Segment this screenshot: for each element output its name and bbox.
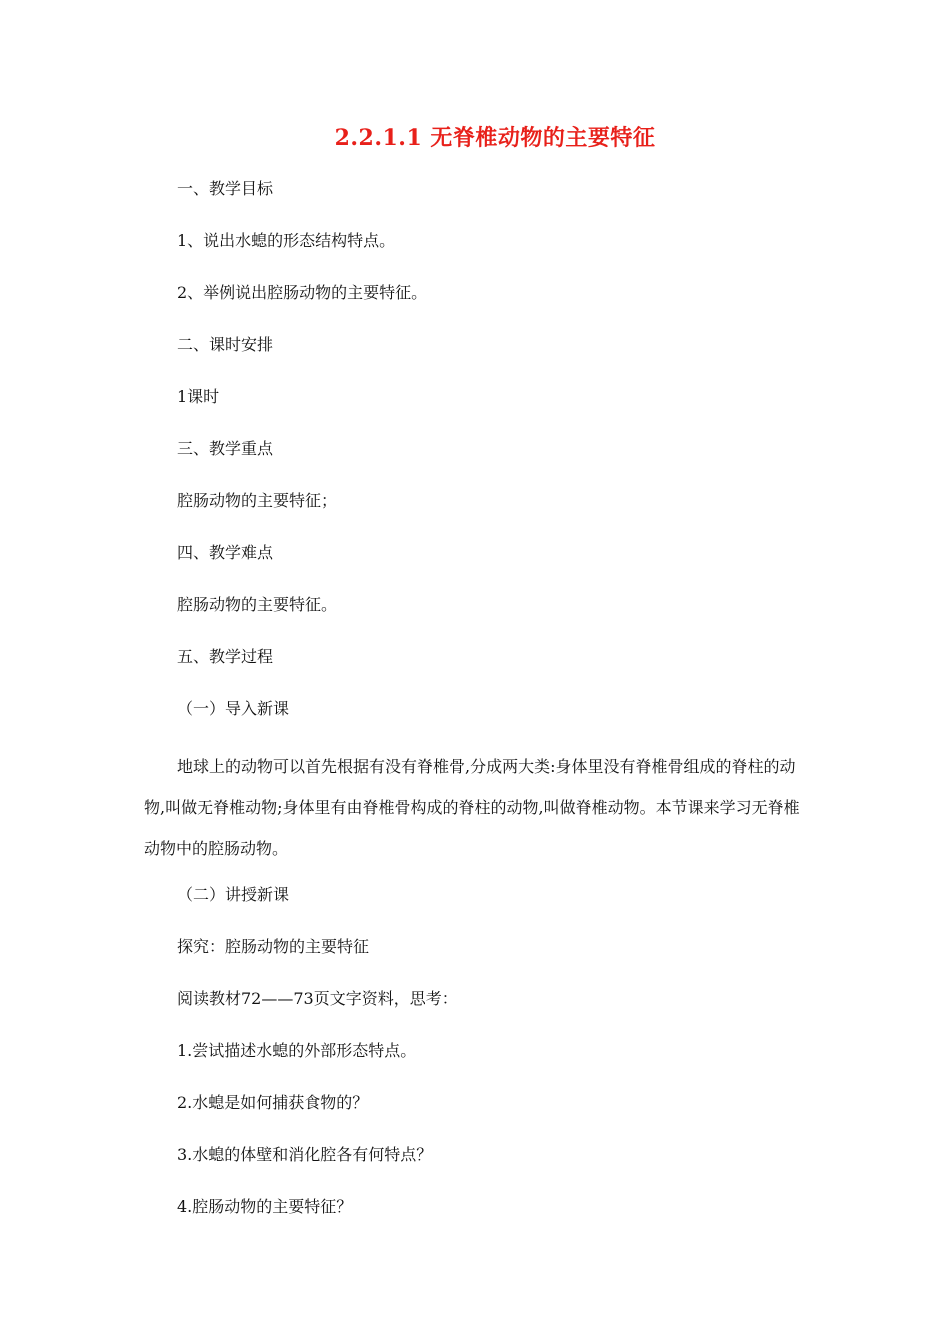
subsection-heading-introduction: （一）导入新课	[177, 699, 290, 718]
question-1: 1.尝试描述水螅的外部形态特点。	[177, 1041, 417, 1060]
reading-instruction: 阅读教材72——73页文字资料，思考：	[177, 989, 458, 1008]
section-heading-objectives: 一、教学目标	[177, 179, 274, 198]
section-heading-key-points: 三、教学重点	[177, 439, 274, 458]
difficulties-text: 腔肠动物的主要特征。	[177, 595, 338, 614]
schedule-text: 1课时	[177, 387, 220, 406]
key-points-text: 腔肠动物的主要特征；	[177, 491, 338, 510]
document-title: 2.2.1.1 无脊椎动物的主要特征	[334, 125, 656, 151]
question-2: 2.水螅是如何捕获食物的？	[177, 1093, 369, 1112]
inquiry-heading: 探究：腔肠动物的主要特征	[177, 937, 370, 956]
objective-item-2: 2、举例说出腔肠动物的主要特征。	[177, 283, 428, 302]
section-heading-schedule: 二、课时安排	[177, 335, 274, 354]
question-3: 3.水螅的体壁和消化腔各有何特点？	[177, 1145, 433, 1164]
subsection-heading-new-lesson: （二）讲授新课	[177, 885, 290, 904]
objective-item-1: 1、说出水螅的形态结构特点。	[177, 231, 396, 250]
introduction-paragraph: 地球上的动物可以首先根据有没有脊椎骨,分成两大类:身体里没有脊椎骨组成的脊柱的动物,叫做无脊椎动物;身体里有由脊椎骨构成的脊柱的动物,叫做脊椎动物。本节课来学习无脊椎动物中的腔肠动物。	[144, 757, 800, 858]
section-heading-difficulties: 四、教学难点	[177, 543, 274, 562]
question-4: 4.腔肠动物的主要特征？	[177, 1197, 353, 1216]
section-heading-process: 五、教学过程	[177, 647, 274, 666]
